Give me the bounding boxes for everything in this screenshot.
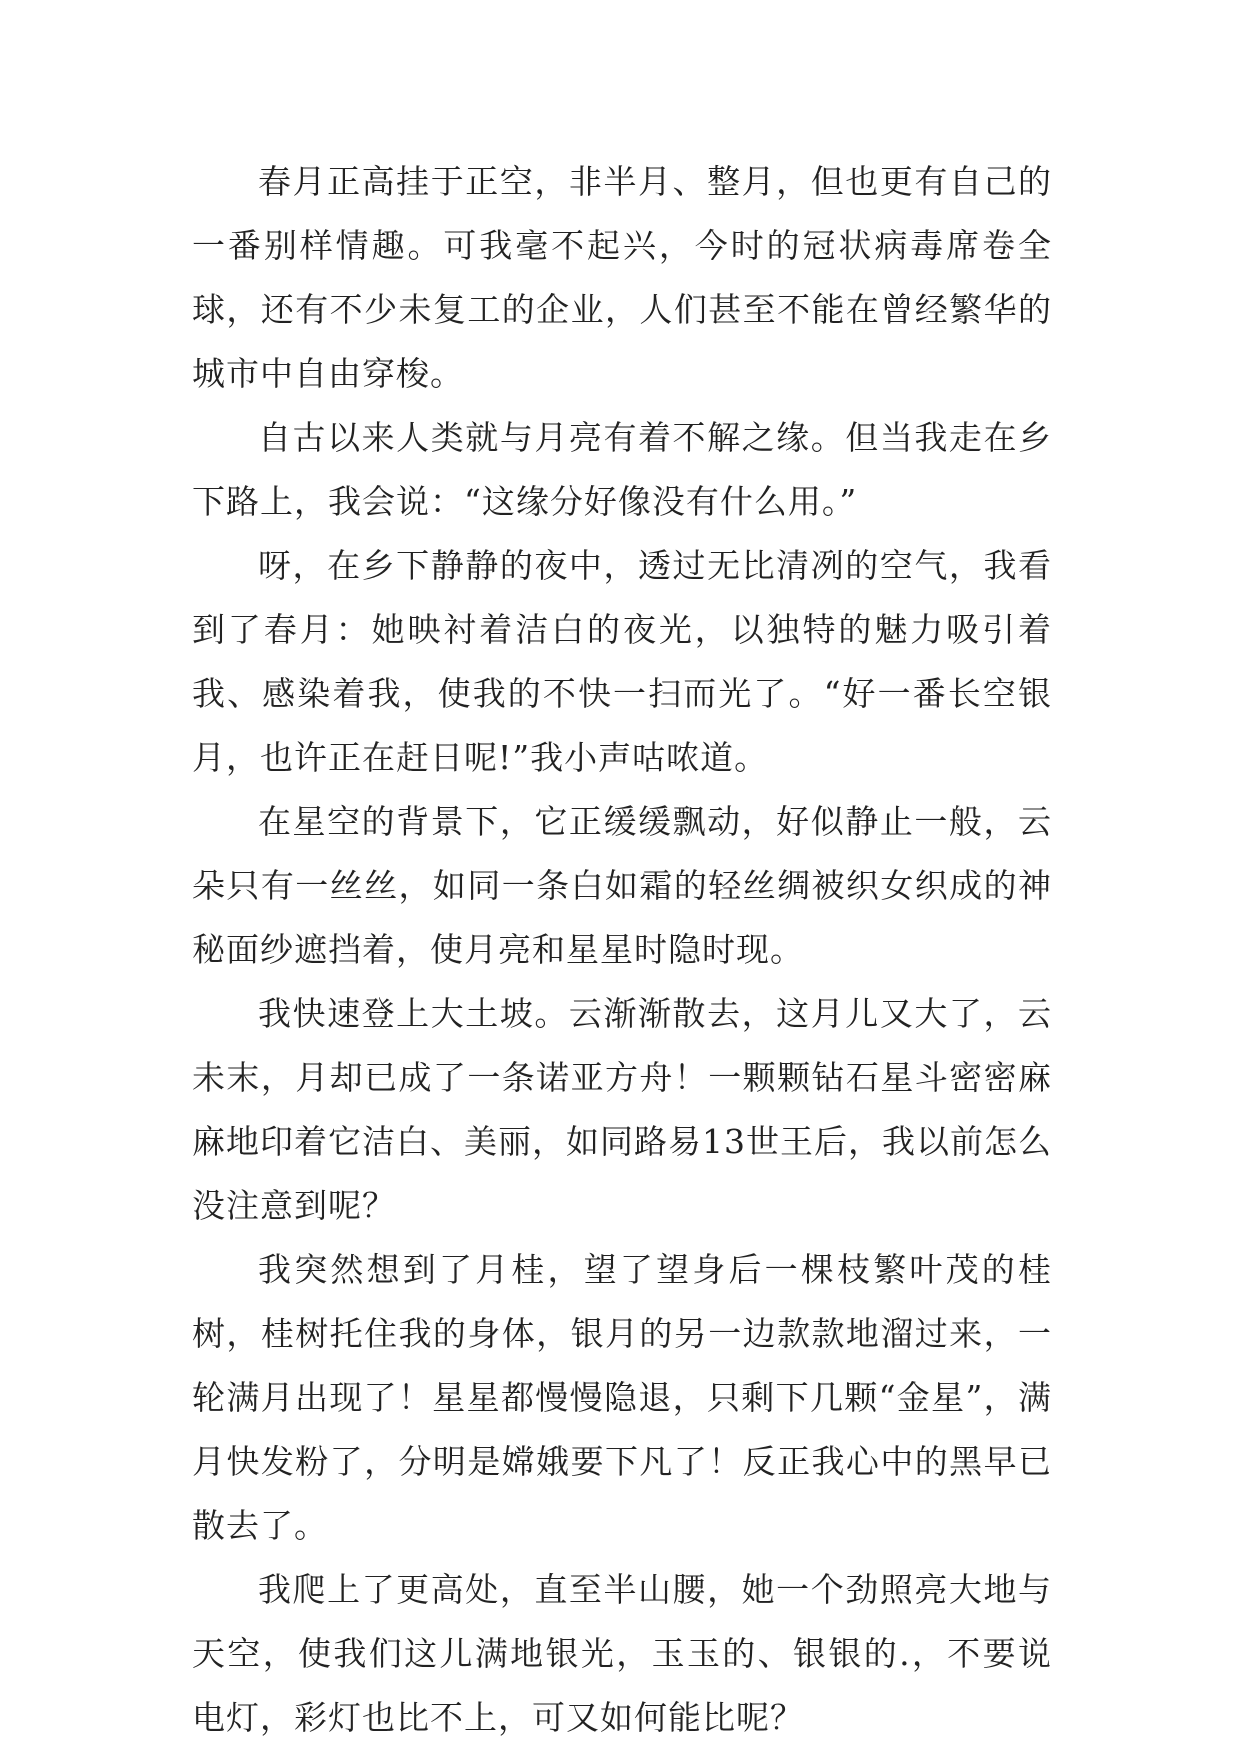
paragraph: 我突然想到了月桂，望了望身后一棵枝繁叶茂的桂树，桂树托住我的身体，银月的另一边款款地溜过来，一轮满月出现了！星星都慢慢隐退，只剩下几颗“金星”，满月快发粉了，分明是嫦娥要下凡了！反正我心中的黑早已散去了。	[192, 1250, 1052, 1545]
paragraph: 在星空的背景下，它正缓缓飘动，好似静止一般，云朵只有一丝丝，如同一条白如霜的轻丝绸被织女织成的神秘面纱遮挡着，使月亮和星星时隐时现。	[192, 802, 1052, 969]
paragraph: 春月正高挂于正空，非半月、整月，但也更有自己的一番别样情趣。可我毫不起兴，今时的冠状病毒席卷全球，还有不少未复工的企业，人们甚至不能在曾经繁华的城市中自由穿梭。	[192, 162, 1052, 393]
paragraph: 我快速登上大土坡。云渐渐散去，这月儿又大了，云未末，月却已成了一条诺亚方舟！一颗颗钻石星斗密密麻麻地印着它洁白、美丽，如同路易13世王后，我以前怎么没注意到呢？	[192, 994, 1052, 1225]
paragraph: 呀，在乡下静静的夜中，透过无比清冽的空气，我看到了春月：她映衬着洁白的夜光，以独特的魅力吸引着我、感染着我，使我的不快一扫而光了。“好一番长空银月，也许正在赶日呢!”我小声咕哝道。	[192, 546, 1052, 777]
paragraph: 我爬上了更高处，直至半山腰，她一个劲照亮大地与天空，使我们这儿满地银光，玉玉的、银银的.，不要说电灯，彩灯也比不上，可又如何能比呢？	[192, 1570, 1052, 1737]
paragraph: 自古以来人类就与月亮有着不解之缘。但当我走在乡下路上，我会说：“这缘分好像没有什么用。”	[192, 418, 1052, 521]
essay-body	[192, 150, 1052, 1750]
